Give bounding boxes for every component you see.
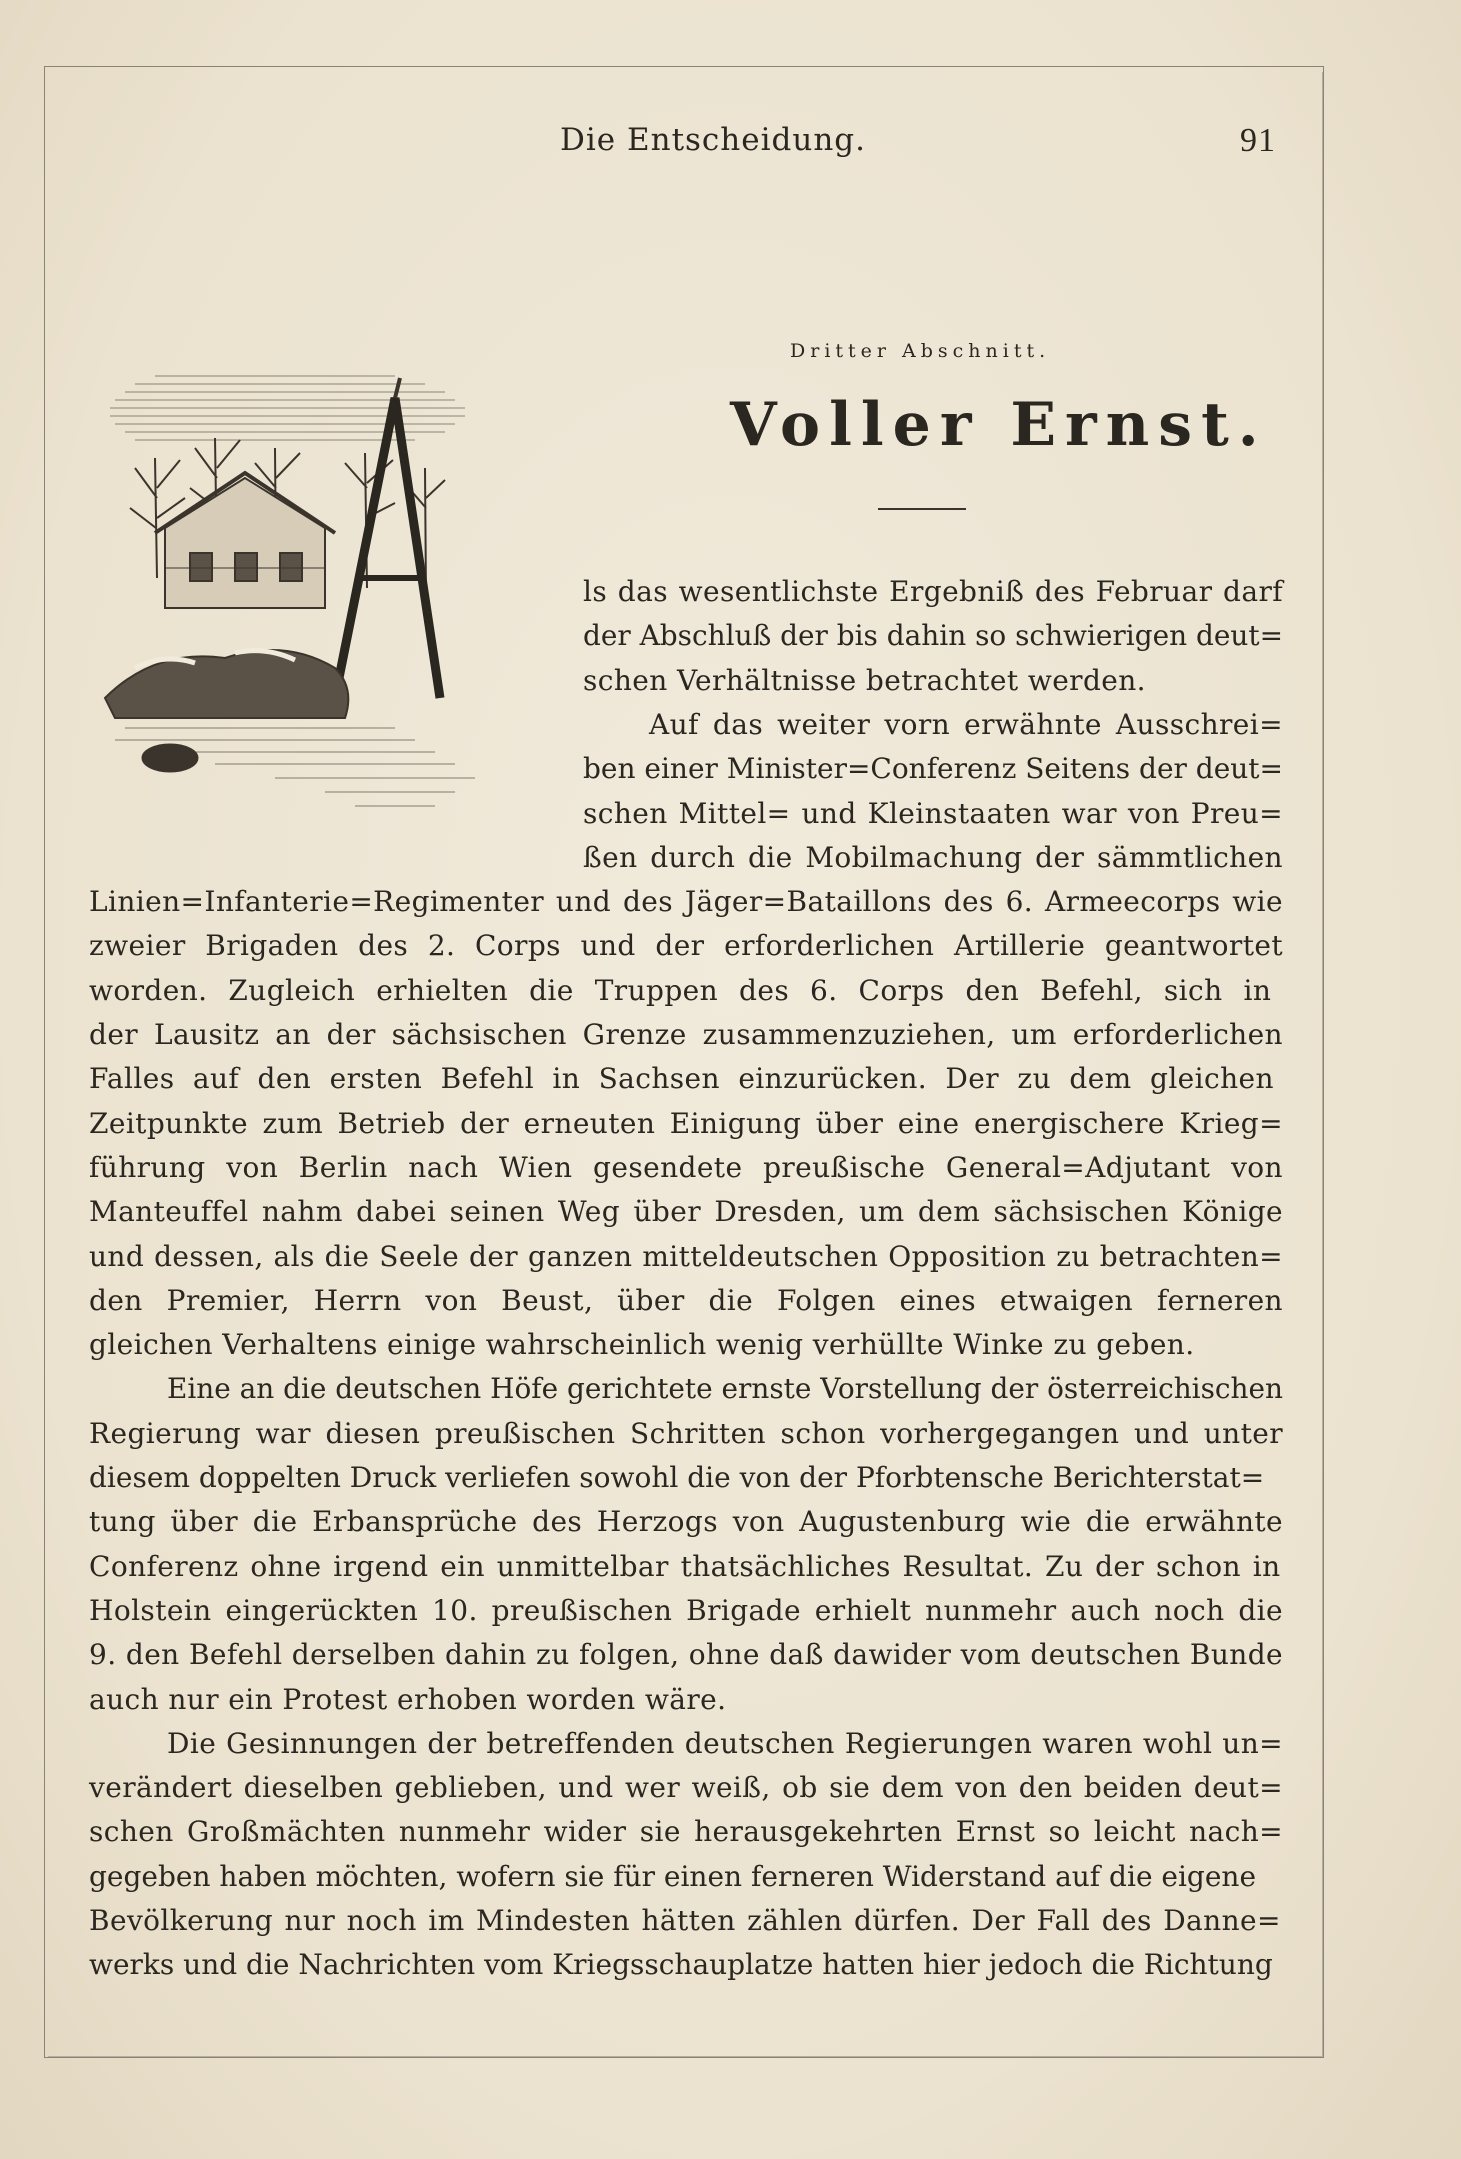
text-line: Auf das weiter vorn erwähnte Ausschrei= — [649, 708, 1283, 741]
text-line: Conferenz ohne irgend ein unmittelbar thatsächliches Resultat. Zu der schon in — [89, 1550, 1281, 1583]
text-line: schen Großmächten nunmehr wider sie herausgekehrten Ernst so leicht nach= — [89, 1815, 1283, 1848]
text-line: worden. Zugleich erhielten die Truppen des 6. Corps den Befehl, sich in — [89, 974, 1272, 1007]
text-line: Eine an die deutschen Höfe gerichtete ernste Vorstellung der österreichischen — [167, 1372, 1283, 1405]
text-line: ßen durch die Mobilmachung der sämmtlichen — [583, 841, 1283, 874]
text-line: verändert dieselben geblieben, und wer weiß, ob sie dem von den beiden deut= — [89, 1771, 1283, 1804]
text-line: Linien=Infanterie=Regimenter und des Jäger=Bataillons des 6. Armeecorps wie — [89, 885, 1283, 918]
text-line: 9. den Befehl derselben dahin zu folgen, ohne daß dawider vom deutschen Bunde — [89, 1638, 1283, 1671]
winter-farmhouse-illustration-icon — [95, 368, 555, 838]
text-line: und dessen, als die Seele der ganzen mitteldeutschen Opposition zu betrachten= — [89, 1240, 1283, 1273]
text-line: auch nur ein Protest erhoben worden wäre. — [89, 1683, 727, 1716]
text-line: der Lausitz an der sächsischen Grenze zusammenzuziehen, um erforderlichen — [89, 1018, 1283, 1051]
text-line: tung über die Erbansprüche des Herzogs von Augustenburg wie die erwähnte — [89, 1505, 1283, 1538]
text-line: Falles auf den ersten Befehl in Sachsen einzurücken. Der zu dem gleichen — [89, 1062, 1274, 1095]
text-line: werks und die Nachrichten vom Kriegsschauplatze hatten hier jedoch die Richtung — [89, 1948, 1273, 1981]
text-line: Holstein eingerückten 10. preußischen Brigade erhielt nunmehr auch noch die — [89, 1594, 1283, 1627]
page-number: 91 — [1240, 122, 1276, 159]
text-line: ben einer Minister=Conferenz Seitens der deut= — [583, 752, 1283, 785]
text-line: gleichen Verhaltens einige wahrscheinlich wenig verhüllte Winke zu geben. — [89, 1328, 1195, 1361]
text-line: Bevölkerung nur noch im Mindesten hätten zählen dürfen. Der Fall des Danne= — [89, 1904, 1281, 1937]
section-label: Dritter Abschnitt. — [790, 340, 1051, 362]
text-line: Regierung war diesen preußischen Schritten schon vorhergegangen und unter — [89, 1417, 1283, 1450]
text-line: zweier Brigaden des 2. Corps und der erforderlichen Artillerie geantwortet — [89, 929, 1283, 962]
text-line: den Premier, Herrn von Beust, über die Folgen eines etwaigen ferneren — [89, 1284, 1283, 1317]
text-line: Die Gesinnungen der betreffenden deutschen Regierungen waren wohl un= — [167, 1727, 1283, 1760]
text-line: Manteuffel nahm dabei seinen Weg über Dresden, um dem sächsischen Könige — [89, 1195, 1283, 1228]
text-line: schen Verhältnisse betrachtet werden. — [583, 664, 1146, 697]
chapter-title: Voller Ernst. — [730, 390, 1268, 460]
text-line: Zeitpunkte zum Betrieb der erneuten Einigung über eine energischere Krieg= — [89, 1107, 1283, 1140]
running-head-title: Die Entscheidung. — [560, 122, 866, 158]
text-line: führung von Berlin nach Wien gesendete preußische General=Adjutant von — [89, 1151, 1283, 1184]
text-line: diesem doppelten Druck verliefen sowohl die von der Pforbtensche Berichterstat= — [89, 1461, 1265, 1494]
text-line: ls das wesentlichste Ergebniß des Februar darf — [583, 575, 1283, 608]
title-rule — [878, 508, 966, 510]
text-line: gegeben haben möchten, wofern sie für einen ferneren Widerstand auf die eigene — [89, 1860, 1257, 1893]
text-line: schen Mittel= und Kleinstaaten war von Preu= — [583, 797, 1283, 830]
text-line: der Abschluß der bis dahin so schwierigen deut= — [583, 619, 1283, 652]
